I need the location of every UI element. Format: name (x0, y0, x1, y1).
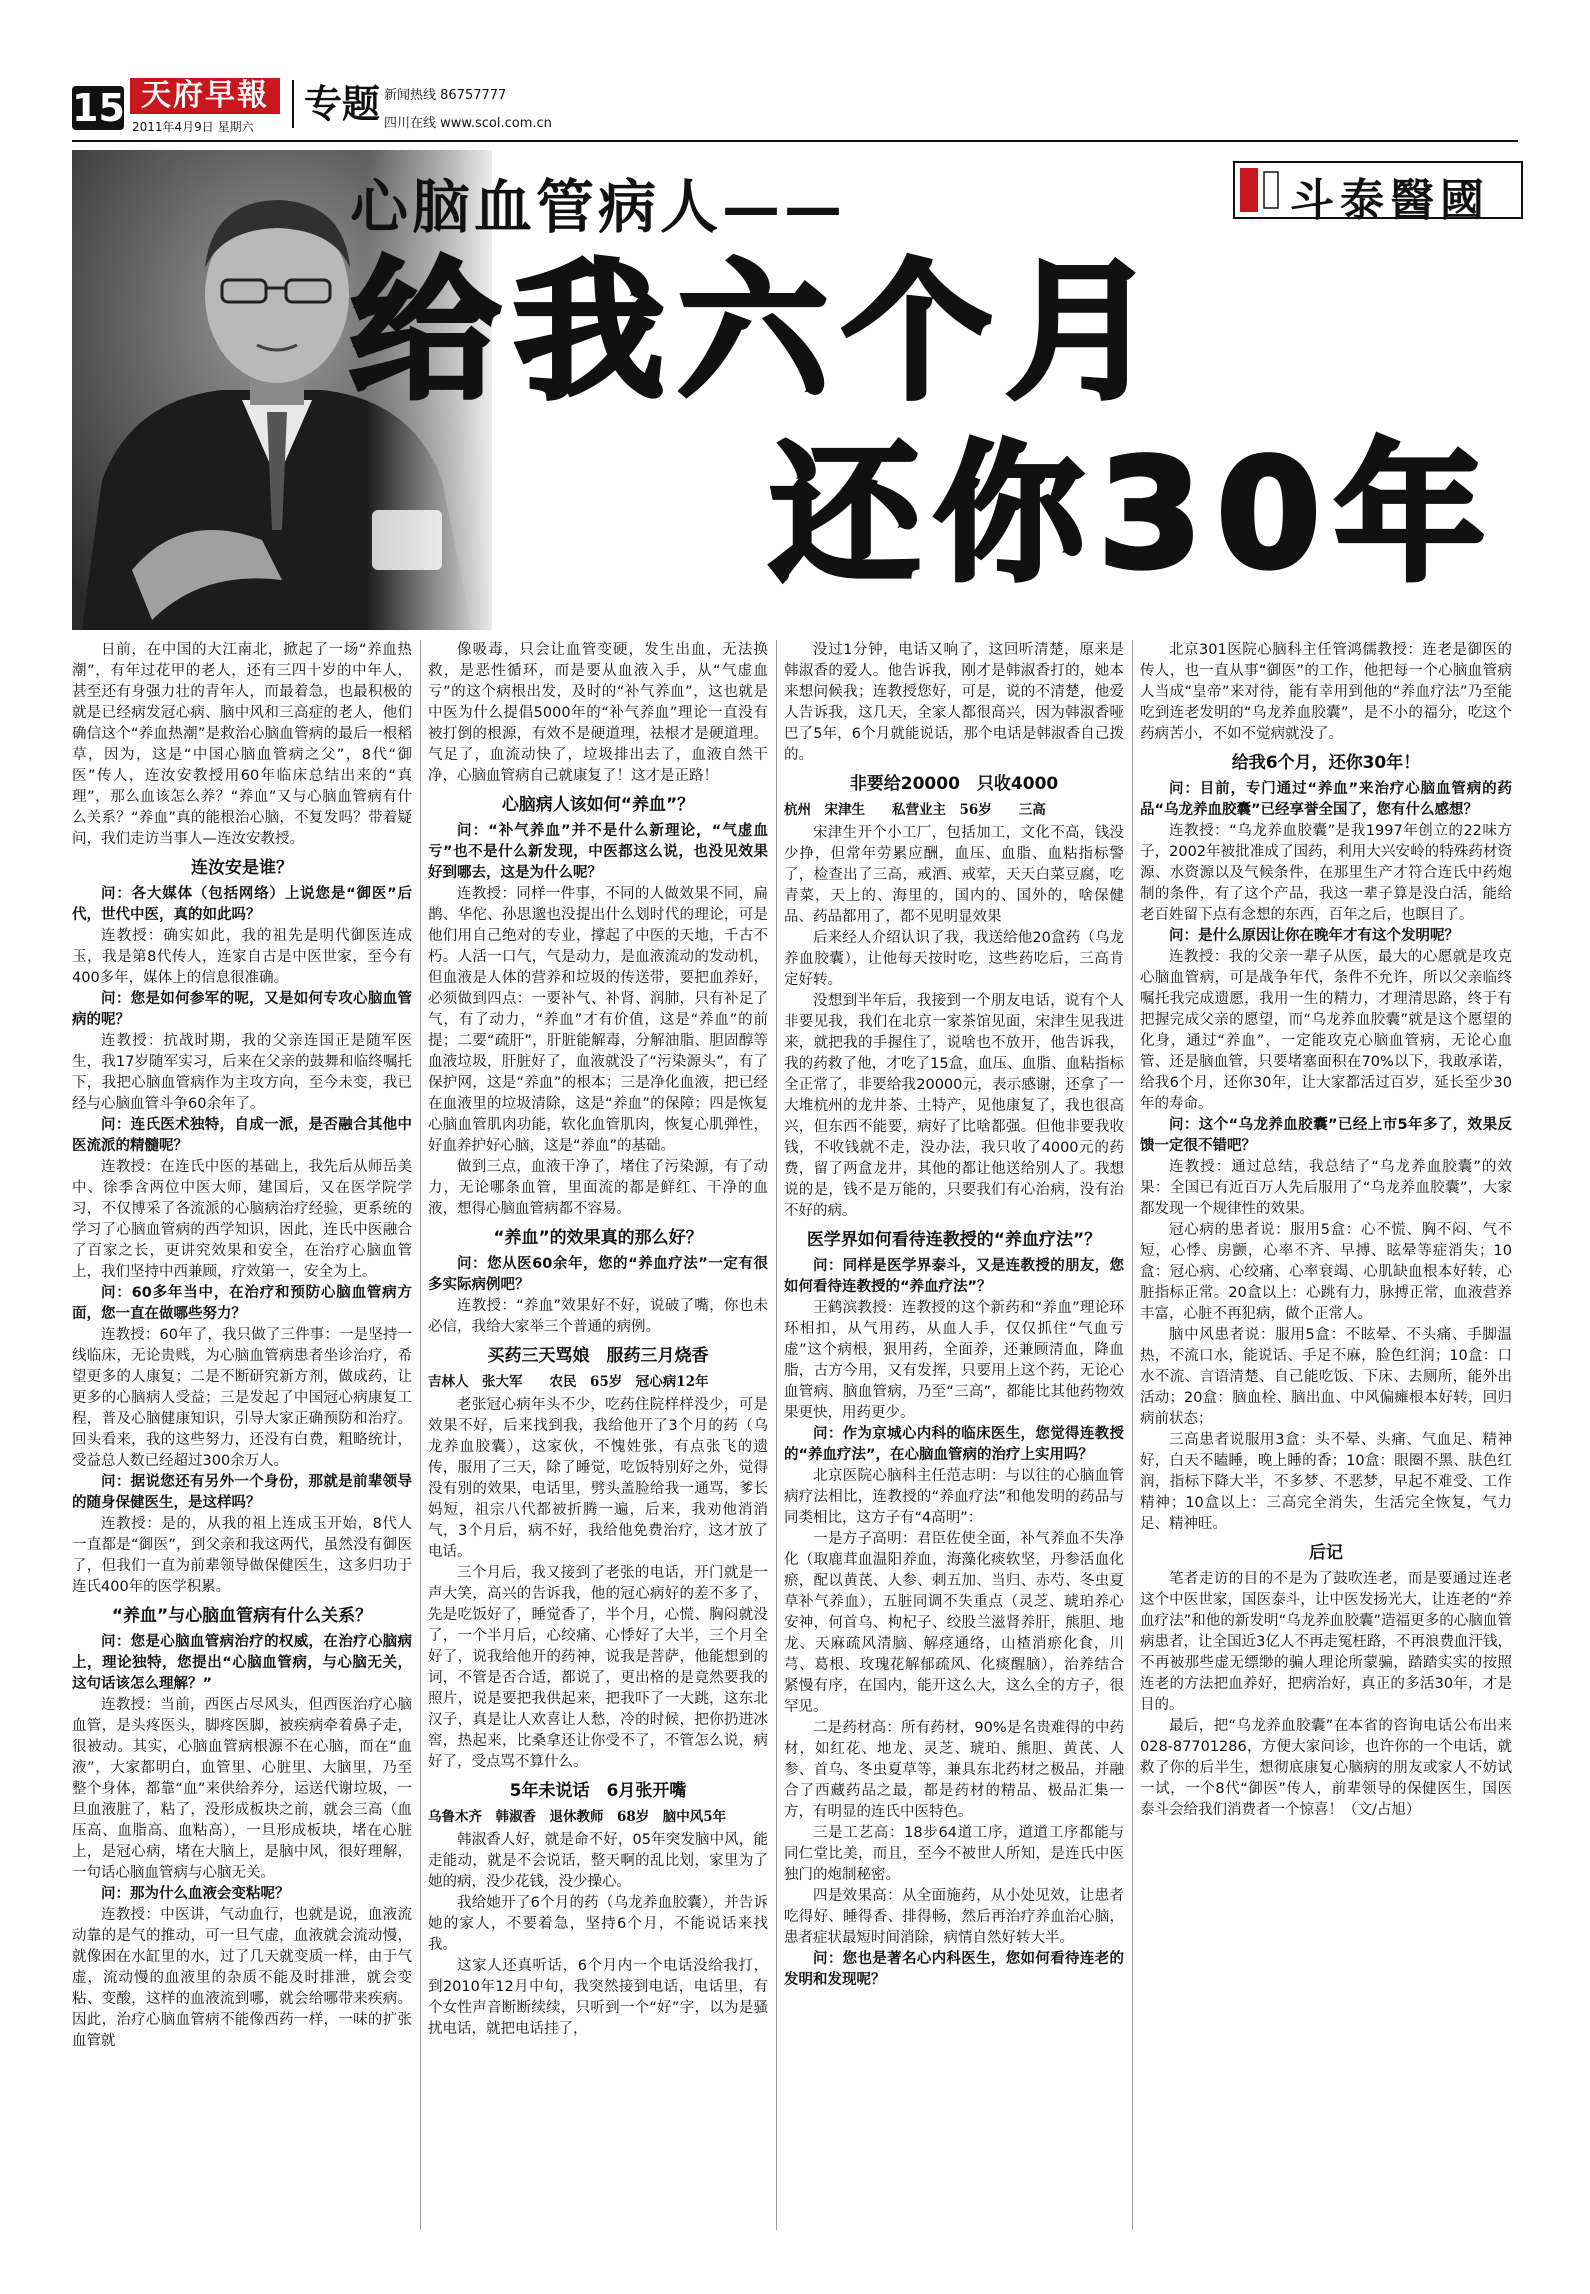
paragraph: 王鹤滨教授：连教授的这个新药和“养血”理论环环相扣，从气用药，从血人手，仅仅抓住“气血亏虚”这个病根，狠用药，全面养，还兼顾清血，降血脂，古方今用，又有发挥，只要用上这个药，无论心血管病、脑血管病，乃至“三高”，都能比其他药物效果更快，用药更少。 (784, 1300, 1124, 1421)
subheading: 非要给20000 只收4000 (849, 774, 1059, 794)
interview-question: 问：同样是医学界泰斗，又是连教授的朋友，您如何看待连教授的“养血疗法”？ (784, 1258, 1124, 1295)
brand-logo (1232, 158, 1524, 226)
interview-question: 问：目前，专门通过“养血”来治疗心脑血管病的药品“乌龙养血胶囊”已经享誉全国了，您有什么感想？ (1140, 781, 1512, 818)
paragraph: 笔者走访的目的不是为了鼓吹连老，而是要通过连老这个中医世家，国医泰斗，让中医发扬光大，让连老的“养血疗法”和他的新发明“乌龙养血胶囊”造福更多的心脑血管病患者，让全国近3亿人不再走冤枉路，不再浪费血汗钱，不再被那些虚无缥缈的骗人理论所蒙骗，踏踏实实的按照连老的方法把血养好，把病治好，真正的多活30年，才是目的。 (1140, 1571, 1512, 1713)
paragraph: 老张冠心病年头不少，吃药住院样样没少，可是效果不好，后来找到我，我给他开了3个月的药（乌龙养血胶囊），这家伙，不愧姓张，有点张飞的遗传，服用了三天，除了睡觉，吃饭特别好之外，觉得没有别的效果，电话里，劈头盖脸给我一通骂，爹长妈短，祖宗八代都被折腾一遍，后来，我劝他消消气，3个月后，病不好，我给他免费治疗，这才放了电话。 (428, 1397, 768, 1560)
interview-question: 问：是什么原因让你在晚年才有这个发明呢？ (1169, 928, 1459, 944)
paragraph: 连教授：是的，从我的祖上连成玉开始，8代人一直都是“御医”，到父亲和我这两代，虽然没有御医了，但我们一直为前辈领导做保健医生，这多归功于连氏400年的医学积累。 (72, 1516, 412, 1595)
paragraph: 三高患者说服用3盒：头不晕、头痛、气血足、精神好，白天不瞌睡，晚上睡的香；10盒：眼圈不黑、肤色红润，指标下降大半，不多梦、不恶梦，早起不难受、工作精神；10盒以上：三高完全消失，生活完全恢复，气力足、精神旺。 (1140, 1432, 1512, 1532)
subheading: 给我6个月，还你30年！ (1231, 753, 1421, 773)
paragraph: 连教授：当前，西医占尽风头，但西医治疗心脑血管，是头疼医头，脚疼医脚，被疾病牵着鼻子走，很被动。其实，心脑血管病根源不在心脑，而在“血液”，大家都明白，血管里、心脏里、大脑里，乃至整个身体，都靠“血”来供给养分，运送代谢垃圾，一旦血液脏了，粘了，没形成板块之前，就会三高（血压高、血脂高、血粘高），一旦形成板块，堵在心脏上，是冠心病，堵在大脑上，是脑中风，很好理解，一句话心脑血管病与心脑无关。 (72, 1697, 412, 1881)
subheading: 买药三天骂娘 服药三月烧香 (487, 1346, 709, 1366)
news-hotline: 新闻热线 86757777 (384, 88, 507, 103)
interview-question: 问：据说您还有另外一个身份，那就是前辈领导的随身保健医生，是这样吗？ (72, 1474, 412, 1511)
paragraph: 没过1分钟，电话又响了，这回听清楚，原来是韩淑香的爱人。他告诉我，刚才是韩淑香打的，她本来想问候我；连教授您好，可是，说的不清楚，他爱人告诉我，这几天，全家人都很高兴，因为韩淑香哑巴了5年，6个月就能说话，那个电话是韩淑香自己拨的。 (784, 642, 1124, 763)
interview-question: 问：60多年当中，在治疗和预防心脑血管病方面，您一直在做哪些努力？ (72, 1285, 412, 1322)
paragraph: 北京医院心脑科主任范志明：与以往的心脑血管病疗法相比，连教授的“养血疗法”和他发明的药品与同类相比，这方子有“4高明”： (784, 1468, 1124, 1526)
interview-question: 问：各大媒体（包括网络）上说您是“御医”后代，世代中医，真的如此吗？ (72, 886, 412, 923)
case-byline: 乌鲁木齐 韩淑香 退休教师 68岁 脑中风5年 (428, 1809, 727, 1825)
masthead (72, 78, 1512, 134)
paragraph: 连教授：60年了，我只做了三件事：一是坚持一线临床，无论贵贱，为心脑血管病患者坐诊治疗，希望更多的人康复；二是不断研究新方剂，做成药，让更多的心脑病人受益；三是发起了中国冠心病康复工程，普及心脑健康知识，引导大家正确预防和治疗。回头看来，我的这些努力，还没有白费，粗略统计，受益总人数已经超过300余万人。 (72, 1327, 412, 1469)
subheading: 连汝安是谁？ (191, 858, 293, 878)
paper-name: 天府早報 (130, 78, 280, 114)
paragraph: 日前，在中国的大江南北，掀起了一场“养血热潮”，有年过花甲的老人，还有三四十岁的中年人，甚至还有身强力壮的青年人，而最着急，也最积极的就是已经病发冠心病、脑中风和三高症的老人，他们确信这个“养血热潮”是救治心脑血管病的最后一根稻草，因为，这是“中国心脑血管病之父”，8代“御医”传人，连汝安教授用60年临床总结出来的“真理”，那么血该怎么养？“养血”又与心脑血管病有什么关系？“养血”真的能根治心脑，不复发吗？带着疑问，我们走访当事人—连汝安教授。 (72, 642, 412, 847)
column-divider (1132, 640, 1133, 2230)
subheading: 医学界如何看待连教授的“养血疗法”？ (806, 1230, 1102, 1250)
website: 四川在线 www.scol.com.cn (384, 116, 552, 131)
interview-question: 问：您从医60余年，您的“养血疗法”一定有很多实际病例吧？ (428, 1256, 768, 1293)
paragraph: 连教授：中医讲，气动血行，也就是说，血液流动靠的是气的推动，可一旦气虚，血液就会流动慢，就像困在水缸里的水，过了几天就变质一样，由于气虚，流动慢的血液里的杂质不能及时排泄，就会变粘、变酸，这样的血液流到哪，就会给哪带来疾病。因此，治疗心脑血管病不能像西药一样，一味的扩张血管就 (72, 1907, 412, 2049)
section-title: 专题 (292, 80, 380, 128)
paragraph: 我给她开了6个月的药（乌龙养血胶囊），并告诉她的家人，不要着急，坚持6个月，不能说话来找我。 (428, 1895, 768, 1953)
page-number: 15 (72, 86, 125, 130)
paragraph: 宋津生开个小工厂，包括加工，文化不高，钱没少挣，但常年劳累应酬，血压、血脂、血粘指标警了，检查出了三高，戒酒、戒荤，天天白菜豆腐，吃青菜，天上的、海里的，国内的、国外的，啥保健品、药品都用了，都不见明显效果 (784, 825, 1124, 925)
paragraph: 连教授：同样一件事，不同的人做效果不同，扁鹊、华佗、孙思邈也没提出什么划时代的理论，可是他们用自己绝对的专业，撑起了中医的天地，千古不朽。人活一口气，气是动力，是血液流动的发动机，但血液是人体的营养和垃圾的传送带，要把血养好，必须做到四点：一要补气、补肾、润肺，只有补足了气，有了动力，“养血”才有价值，这是“养血”的前提；二要“疏肝”，肝脏能解毒，分解油脂、胆固醇等血液垃圾，肝脏好了，血液就没了“污染源头”，有了保护网，这是“养血”的根本；三是净化血液，把已经在血液里的垃圾清除，这是“养血”的保障；四是恢复心脑血管肌肉功能，软化血管肌肉，恢复心肌弹性，好血养护好心脑，这是“养血”的基础。 (428, 886, 768, 1154)
paragraph: 最后，把“乌龙养血胶囊”在本省的咨询电话公布出来028-87701286，方便大家问诊，也许你的一个电话，就救了你的后半生，想彻底康复心脑病的朋友或家人不妨试一试，一个8代“御医”传人，前辈领导的保健医生，国医泰斗会给我们消费者一个惊喜！（文/占旭） (1140, 1718, 1512, 1818)
paragraph: 连教授：“乌龙养血胶囊”是我1997年创立的22味方子，2002年被批准成了国药，利用大兴安岭的特殊药材资源、水资源以及气候条件，在那里生产才符合连氏中药炮制的条件，有了这个产品，我这一辈子算是没白活，能给老百姓留下点有念想的东西，百年之后，也瞑目了。 (1140, 823, 1512, 923)
interview-question: 问：连氏医术独特，自成一派，是否融合其他中医流派的精髓呢？ (72, 1117, 412, 1154)
interview-question: 问：那为什么血液会变粘呢？ (101, 1886, 290, 1902)
paragraph: 韩淑香人好，就是命不好，05年突发脑中风，能走能动，就是不会说话，整天啊的乱比划，家里为了她的病，没少花钱，没少操心。 (428, 1832, 768, 1890)
paragraph: 连教授：我的父亲一辈子从医，最大的心愿就是攻克心脑血管病，可是战争年代，条件不允许，所以父亲临终嘱托我完成遗愿，我用一生的精力，才理清思路，终于有把握完成父亲的愿望，而“乌龙养血胶囊”就是这个愿望的化身，通过“养血”，一定能攻克心脑血管病，无论心血管、还是脑血管，只要堵塞面积在70%以下，我敢承诺，给我6个月，还你30年，让大家都活过百岁，延长至少30年的寿命。 (1140, 949, 1512, 1112)
paragraph: 脑中风患者说：服用5盒：不眩晕、不头痛、手脚温热，不流口水，能说话、手足不麻，脸色红润；10盒：口水不流、言语清楚、自己能吃饭、下床、去厕所，能外出活动；20盒：脑血栓、脑出血、中风偏瘫根本好转，回归病前状态； (1140, 1327, 1512, 1427)
headline-subtitle: 心脑血管病人—— (350, 173, 847, 241)
column-divider (420, 640, 421, 2230)
paragraph: 连教授：确实如此，我的祖先是明代御医连成玉，我是第8代传人，连家自古是中医世家，至今有400多年，媒体上的信息很准确。 (72, 928, 412, 986)
paragraph: 连教授：抗战时期，我的父亲连国正是随军医生，我17岁随军实习，后来在父亲的鼓舞和临终嘱托下，我把心脑血管病作为主攻方向，至今未变，我已经与心脑血管斗争60余年了。 (72, 1033, 412, 1112)
logo-text: 斗泰醫國 (1290, 175, 1490, 226)
issue-date: 2011年4月9日 星期六 (132, 120, 254, 134)
interview-question: 问：作为京城心内科的临床医生，您觉得连教授的“养血疗法”，在心脑血管病的治疗上实用吗？ (784, 1426, 1124, 1463)
interview-question: 问：这个“乌龙养血胶囊”已经上市5年多了，效果反馈一定很不错吧？ (1140, 1117, 1512, 1154)
paragraph: 像吸毒，只会让血管变硬，发生出血，无法换救，是恶性循环，而是要从血液入手，从“气虚血亏”的这个病根出发，及时的“补气养血”，这也就是中医为什么提倡5000年的“补气养血”理论一直没有被打倒的根源，有效不是硬道理，祛根才是硬道理。气足了，血流动快了，垃圾排出去了，血液自然干净，心脑血管病自己就康复了！这才是正路！ (428, 642, 768, 784)
subheading: 后记 (1309, 1543, 1343, 1563)
article-column-4 (1140, 640, 1512, 2240)
interview-question: 问：您也是著名心内科医生，您如何看待连老的发明和发现呢？ (784, 1951, 1124, 1988)
subheading: 5年未说话 6月张开嘴 (509, 1781, 687, 1801)
paragraph: 这家人还真听话，6个月内一个电话没给我打，到2010年12月中旬，我突然接到电话，电话里，有个女性声音断断续续，只听到一个“好”字，以为是骚扰电话，就把电话挂了， (428, 1958, 768, 2037)
subheading: “养血”的效果真的那么好？ (493, 1228, 703, 1248)
headline-line-2: 还你30年 (770, 428, 1499, 602)
paragraph: 没想到半年后，我接到一个朋友电话，说有个人非要见我，我们在北京一家茶馆见面，宋津生见我进来，就把我的手握住了，说啥也不放开，他告诉我，我的药救了他，才吃了15盒，血压、血脂、血粘指标全正常了，非要给我20000元，表示感谢，还拿了一大堆杭州的龙井茶、土特产，见他康复了，我也很高兴，但东西不能要，病好了比啥都强。但他非要我收钱，不收钱就不走，没办法，我只收了4000元的药费，留了两盒龙井，其他的都让他送给别人了。我想说的是，钱不是万能的，只要我们有心治病，没有治不好的病。 (784, 993, 1124, 1219)
article-column-2 (428, 640, 768, 2240)
paragraph: 二是药材高：所有药材，90%是名贵难得的中药材，如红花、地龙、灵芝、琥珀、熊胆、黄芪、人参、首乌、冬虫夏草等，兼具东北药材之极品，并融合了西藏药品之最，都是药材的精品、极品汇集一方，有明显的连氏中医特色。 (784, 1720, 1124, 1820)
masthead-rule (72, 140, 1518, 142)
interview-question: 问：您是如何参军的呢，又是如何专攻心脑血管病的呢？ (72, 991, 412, 1028)
article-column-3 (784, 640, 1124, 2240)
case-byline: 吉林人 张大军 农民 65岁 冠心病12年 (428, 1374, 709, 1390)
column-divider (776, 640, 777, 2230)
paragraph: 北京301医院心脑科主任管鸿儒教授：连老是御医的传人，也一直从事“御医”的工作，他把每一个心脑血管病人当成“皇帝”来对待，能有幸用到他的“养血疗法”乃至能吃到连老发明的“乌龙养血胶囊”，是不小的福分，吃这个药病苦小，不如不觉病就没了。 (1140, 642, 1512, 742)
case-byline: 杭州 宋津生 私营业主 56岁 三高 (784, 802, 1046, 818)
paragraph: 后来经人介绍认识了我，我送给他20盒药（乌龙养血胶囊），让他每天按时吃，这些药吃后，三高肯定好转。 (784, 930, 1124, 988)
interview-question: 问：您是心脑血管病治疗的权威，在治疗心脑病上，理论独特，您提出“心脑血管病，与心脑无关，这句话该怎么理解？” (72, 1634, 412, 1692)
subheading: 心脑病人该如何“养血”？ (501, 795, 695, 815)
paragraph: 做到三点，血液干净了，堵住了污染源，有了动力，无论哪条血管，里面流的都是鲜红、干净的血液，想得心脑血管病都不容易。 (428, 1159, 768, 1217)
paragraph: 连教授：“养血”效果好不好，说破了嘴，你也未必信，我给大家举三个普通的病例。 (428, 1298, 768, 1335)
paragraph: 三是工艺高：18步64道工序，道道工序都能与同仁堂比美，而且，至今不被世人所知，是连氏中医独门的炮制秘密。 (784, 1825, 1124, 1883)
headline-line-1: 给我六个月 (350, 246, 1171, 420)
paragraph: 一是方子高明：君臣佐使全面，补气养血不失净化（取鹿茸血温阳养血，海藻化痰软坚，丹参活血化瘀，配以黄芪、人参、刺五加、当归、赤芍、冬虫夏草补气养血），五脏同调不失重点（灵芝、琥珀养心安神，何首乌、枸杞子、绞股兰滋肾养肝，熊胆、地龙、天麻疏风清脑、解痉通络，山楂消瘀化食，川芎、葛根、玫瑰花解郁疏风、化痰醒脑），治养结合紧慢有序，在国内，能开这么大，这么全的方子，很罕见。 (784, 1531, 1124, 1715)
paragraph: 冠心病的患者说：服用5盒：心不慌、胸不闷、气不短，心悸、房颤，心率不齐、早搏、眩晕等症消失；10盒：冠心病、心绞痛、心率衰竭、心肌缺血根本好转，心脏指标正常。20盒以上：心跳有力，脉搏正常，血液营养丰富，心脏不再犯病，做个正常人。 (1140, 1222, 1512, 1322)
subheading: “养血”与心脑血管病有什么关系？ (111, 1606, 373, 1626)
paragraph: 四是效果高：从全面施药，从小处见效，让患者吃得好、睡得香、排得畅，然后再治疗养血治心脑，患者症状最短时间消除，病情自然好转大半。 (784, 1888, 1124, 1946)
paragraph: 连教授：通过总结，我总结了“乌龙养血胶囊”的效果：全国已有近百万人先后服用了“乌龙养血胶囊”，大家都发现一个规律性的效果。 (1140, 1159, 1512, 1217)
paragraph: 连教授：在连氏中医的基础上，我先后从师岳美中、徐季含两位中医大师，建国后，又在医学院学习，不仅博采了各流派的心脑病治疗经验，更系统的学习了心脑血管病的西学知识，因此，连氏中医融合了百家之长，更讲究效果和安全，在治疗心脑血管上，我们坚持中西兼顾，疗效第一，安全为上。 (72, 1159, 412, 1280)
interview-question: 问：“补气养血”并不是什么新理论，“气虚血亏”也不是什么新发现，中医都这么说，也没见效果好到哪去，这是为什么呢？ (428, 823, 768, 881)
paragraph: 三个月后，我又接到了老张的电话，开门就是一声大笑，高兴的告诉我，他的冠心病好的差不多了，先是吃饭好了，睡觉香了，半个月，心慌、胸闷就没了，一个半月后，心绞痛、心悸好了大半，三个月全好了，说我给他开的药神，说我是菩萨，他能想到的词，不管是否合适，都说了，更出格的是竟然要我的照片，说是要把我供起来，把我吓了一大跳，这东北汉子，真是让人欢喜让人愁，冷的时候，把你扔进冰窖，热起来，比桑拿还让你受不了，不管怎么说，病好了，受点骂不算什么。 (428, 1565, 768, 1770)
article-column-1 (72, 640, 412, 2240)
